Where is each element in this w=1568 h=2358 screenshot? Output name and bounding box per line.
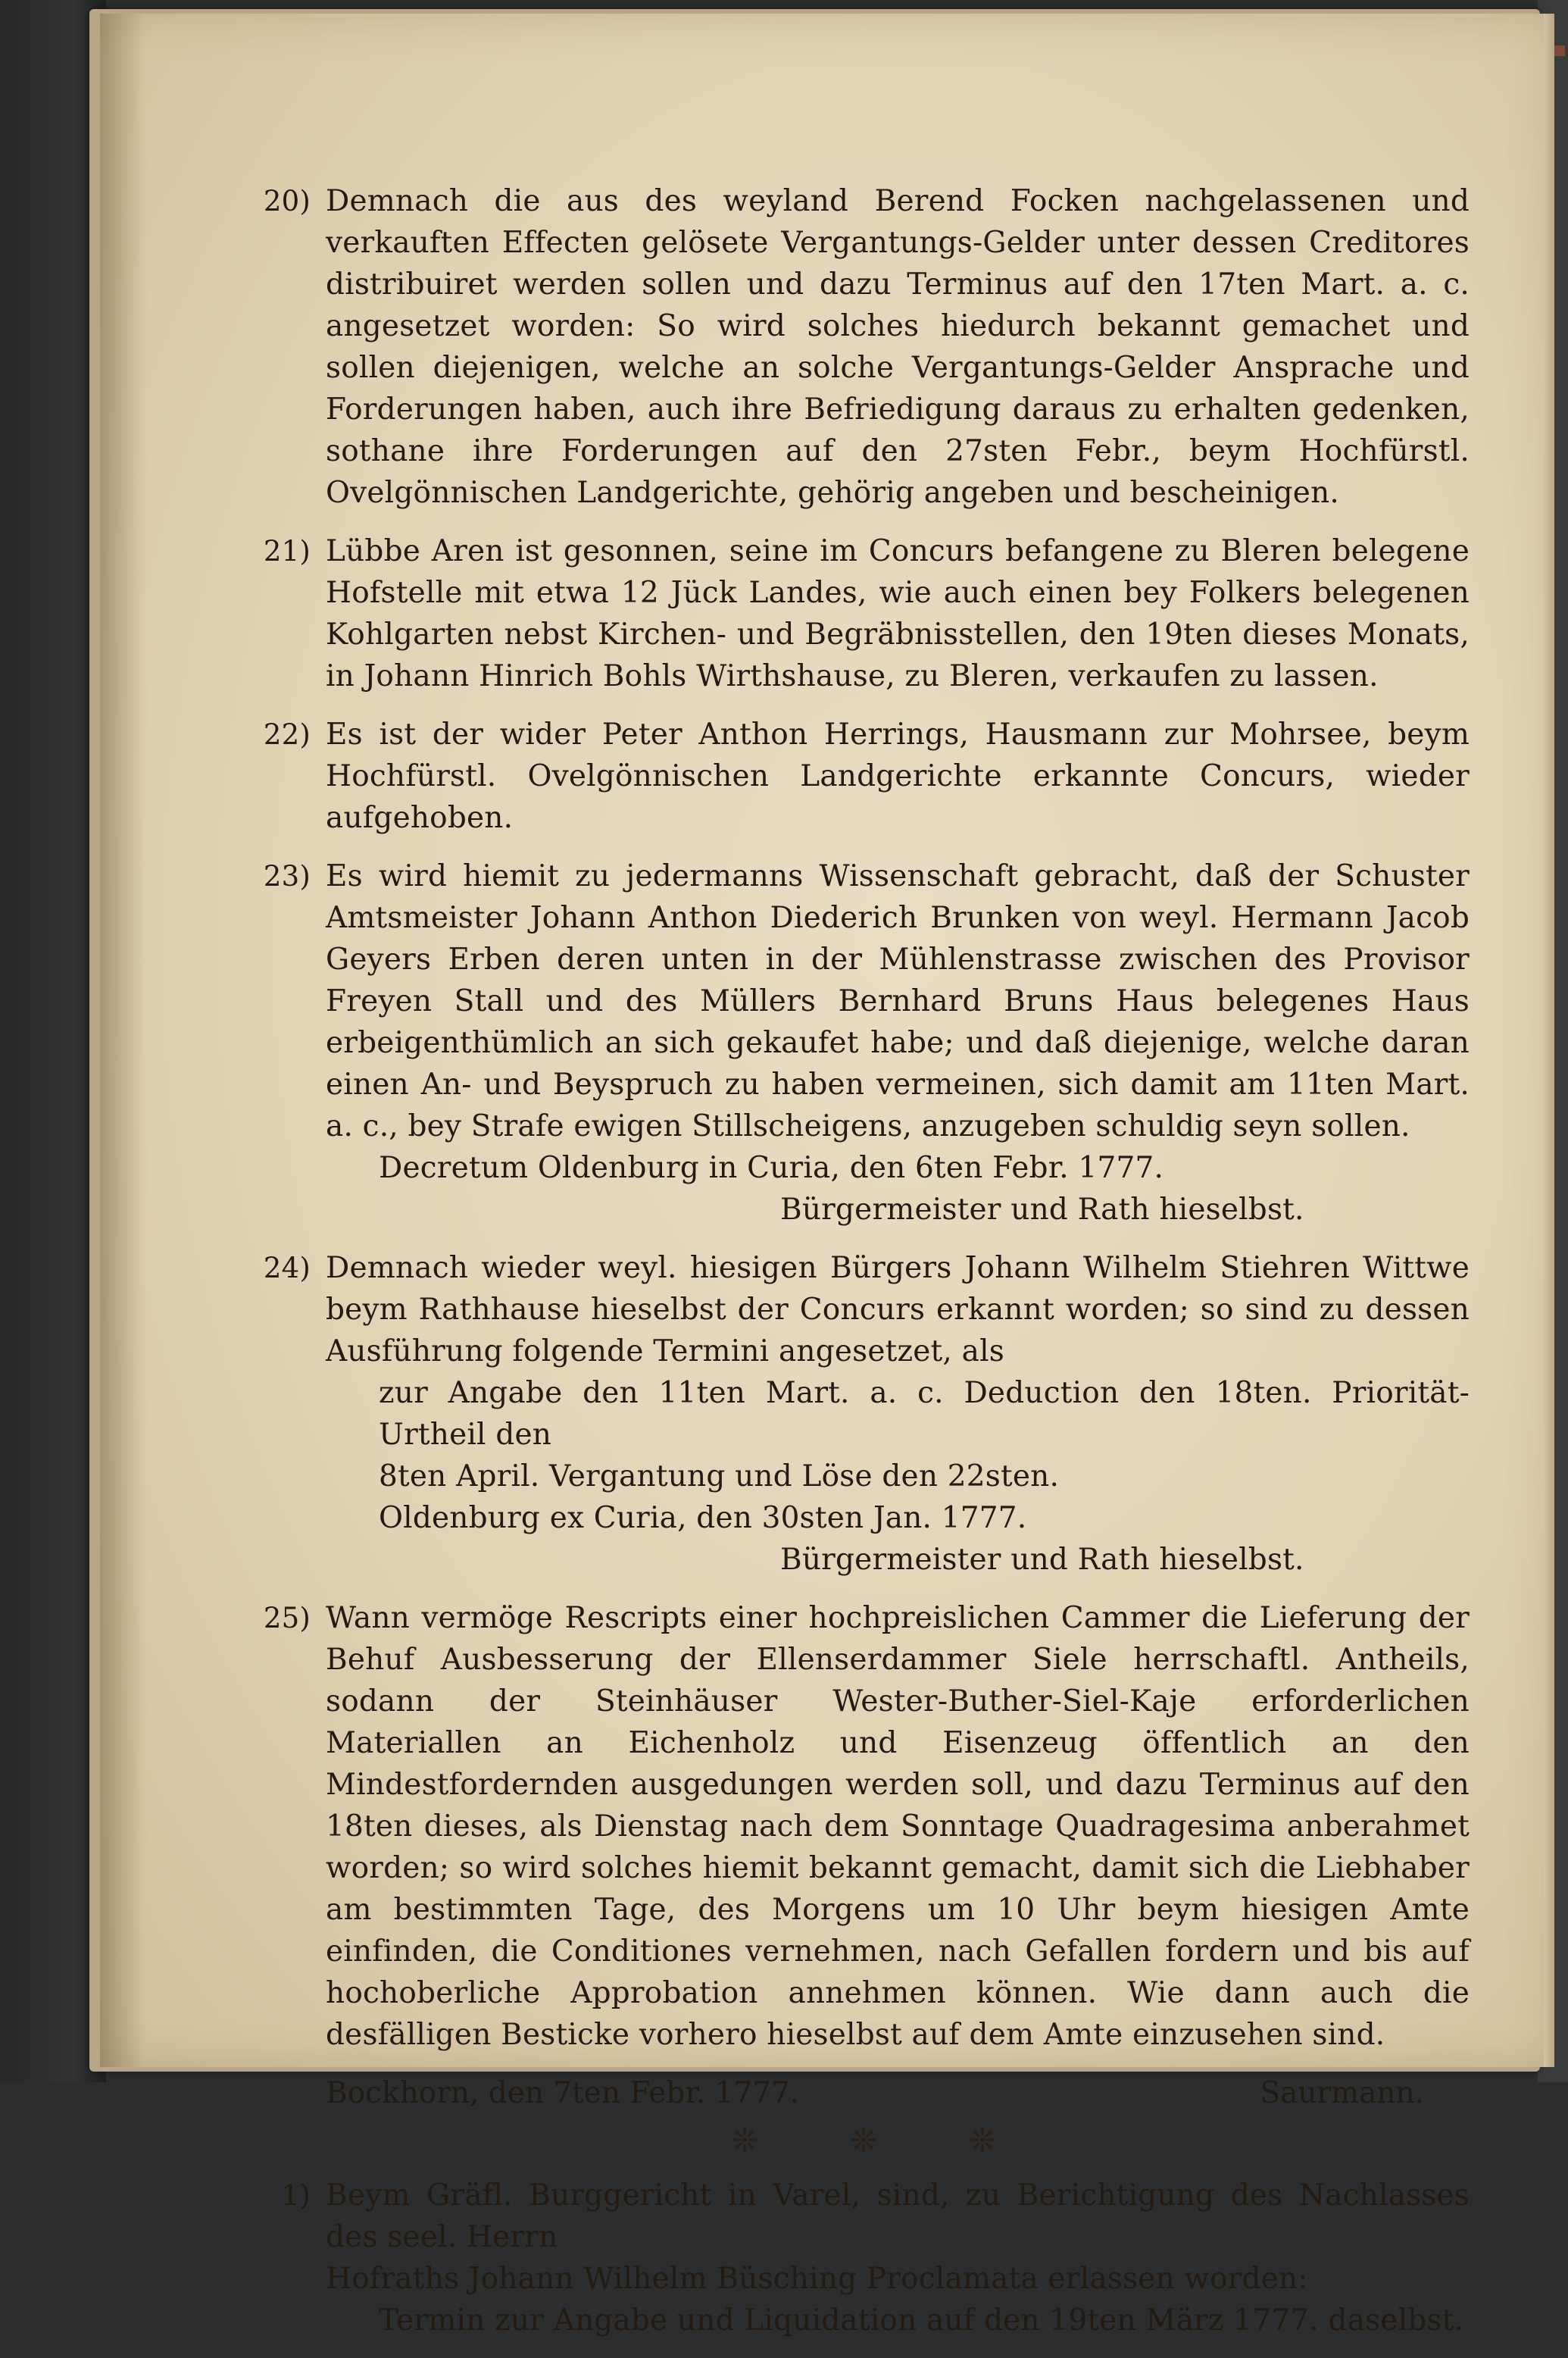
final-line: Hofraths Johann Wilhelm Büsching Proclamata erlassen worden: [326, 2262, 1308, 2296]
entry-number: 24) [263, 1252, 311, 1284]
place-date-line [258, 2072, 1470, 2114]
entry-23 [258, 855, 1470, 1231]
dateline: Decretum Oldenburg in Curia, den 6ten Febr. 1777. [379, 1151, 1164, 1185]
signer: Saurmann. [1260, 2076, 1424, 2110]
entry-number: 25) [263, 1602, 311, 1634]
page-edge [1544, 14, 1554, 2067]
ornament-row [258, 2119, 1470, 2164]
entry-text: Wann vermöge Rescripts einer hochpreislichen Cammer die Lieferung der Behuf Ausbesserung der Ellenserdammer Siele herrschaftl. Antheils, sodann der Steinhäuser Wester-Buther-Siel-Kaje erforderlichen Materiallen an Eichenholz und Eisenzeug öffentlich an den Mindestfordernden ausgedungen werden soll, und dazu Terminus auf den 18ten dieses, als Dienstag nach dem Sonntage Quadragesima anberahmet worden; so wird solches hiemit bekannt gemacht, damit sich die Liebhaber am bestimmten Tage, des Morgens um 10 Uhr beym hiesigen Amte einfinden, die Conditiones vernehmen, nach Gefallen fordern und bis auf hochoberliche Approbation annehmen können. Wie dann auch die desfälligen Besticke vorhero hieselbst auf dem Amte einzusehen sind. [326, 1601, 1470, 2052]
entry-number: 23) [263, 860, 311, 893]
entry-text: Es wird hiemit zu jedermanns Wissenschaft gebracht, daß der Schuster Amtsmeister Johann Anthon Diederich Brunken von weyl. Hermann Jacob Geyers Erben deren unten in der Mühlenstrasse zwischen des Provisor Freyen Stall und des Müllers Bernhard Bruns Haus belegenes Haus erbeigenthümlich an sich gekaufet habe; und daß diejenige, welche daran einen An- und Beyspruch zu haben vermeinen, sich damit am 11ten Mart. a. c., bey Strafe ewigen Stillscheigens, anzugeben schuldig seyn sollen. [326, 859, 1470, 1143]
entry-20 [258, 180, 1470, 514]
ornament-icon: ❊ [730, 2122, 759, 2160]
entry-text: Lübbe Aren ist gesonnen, seine im Concurs befangene zu Bleren belegene Hofstelle mit etwa 12 Jück Landes, wie auch einen bey Folkers belegenen Kohlgarten nebst Kirchen- und Begräbnisstellen, den 19ten dieses Monats, in Johann Hinrich Bohls Wirthshause, zu Bleren, verkaufen zu lassen. [326, 534, 1470, 693]
ornament-icon: ❊ [849, 2122, 878, 2160]
entry-25 [258, 1597, 1470, 2056]
signature: Bürgermeister und Rath hieselbst. [780, 1193, 1304, 1227]
signature: Bürgermeister und Rath hieselbst. [780, 1543, 1304, 1577]
entry-final [258, 2175, 1470, 2341]
ornament-icon: ❊ [968, 2122, 997, 2160]
terms-line: 8ten April. Vergantung und Löse den 22sten. [379, 1459, 1060, 1493]
dateline: Oldenburg ex Curia, den 30sten Jan. 1777. [379, 1501, 1027, 1535]
entry-22 [258, 714, 1470, 839]
place-date: Bockhorn, den 7ten Febr. 1777. [326, 2076, 800, 2110]
entry-24 [258, 1247, 1470, 1581]
document-text [258, 180, 1470, 2358]
entry-number: 1) [281, 2179, 311, 2212]
entry-text: Es ist der wider Peter Anthon Herrings, Hausmann zur Mohrsee, beym Hochfürstl. Ovelgönnischen Landgerichte erkannte Concurs, wieder aufgehoben. [326, 718, 1470, 835]
final-line: Termin zur Angabe und Liquidation auf den 19ten März 1777. daselbst. [379, 2303, 1464, 2338]
entry-number: 22) [263, 718, 311, 751]
final-line: Beym Gräfl. Burggericht in Varel, sind, zu Berichtigung des Nachlasses des seel. Herrn [326, 2178, 1470, 2254]
gutter-shadow [100, 14, 145, 2067]
entry-text: Demnach wieder weyl. hiesigen Bürgers Johann Wilhelm Stiehren Wittwe beym Rathhause hieselbst der Concurs erkannt worden; so sind zu dessen Ausführung folgende Termini angesetzet, als [326, 1251, 1470, 1368]
entry-number: 21) [263, 535, 311, 568]
entry-number: 20) [263, 185, 311, 217]
terms-line: zur Angabe den 11ten Mart. a. c. Deduction den 18ten. Priorität-Urtheil den [379, 1376, 1470, 1452]
entry-text: Demnach die aus des weyland Berend Focken nachgelassenen und verkauften Effecten gelösete Vergantungs-Gelder unter dessen Creditores distribuiret werden sollen und dazu Terminus auf den 17ten Mart. a. c. angesetzet worden: So wird solches hiedurch bekannt gemachet und sollen diejenigen, welche an solche Vergantungs-Gelder Ansprache und Forderungen haben, auch ihre Befriedigung daraus zu erhalten gedenken, sothane ihre Forderungen auf den 27sten Febr., beym Hochfürstl. Ovelgönnischen Landgerichte, gehörig angeben und bescheinigen. [326, 184, 1470, 510]
entry-21 [258, 530, 1470, 697]
